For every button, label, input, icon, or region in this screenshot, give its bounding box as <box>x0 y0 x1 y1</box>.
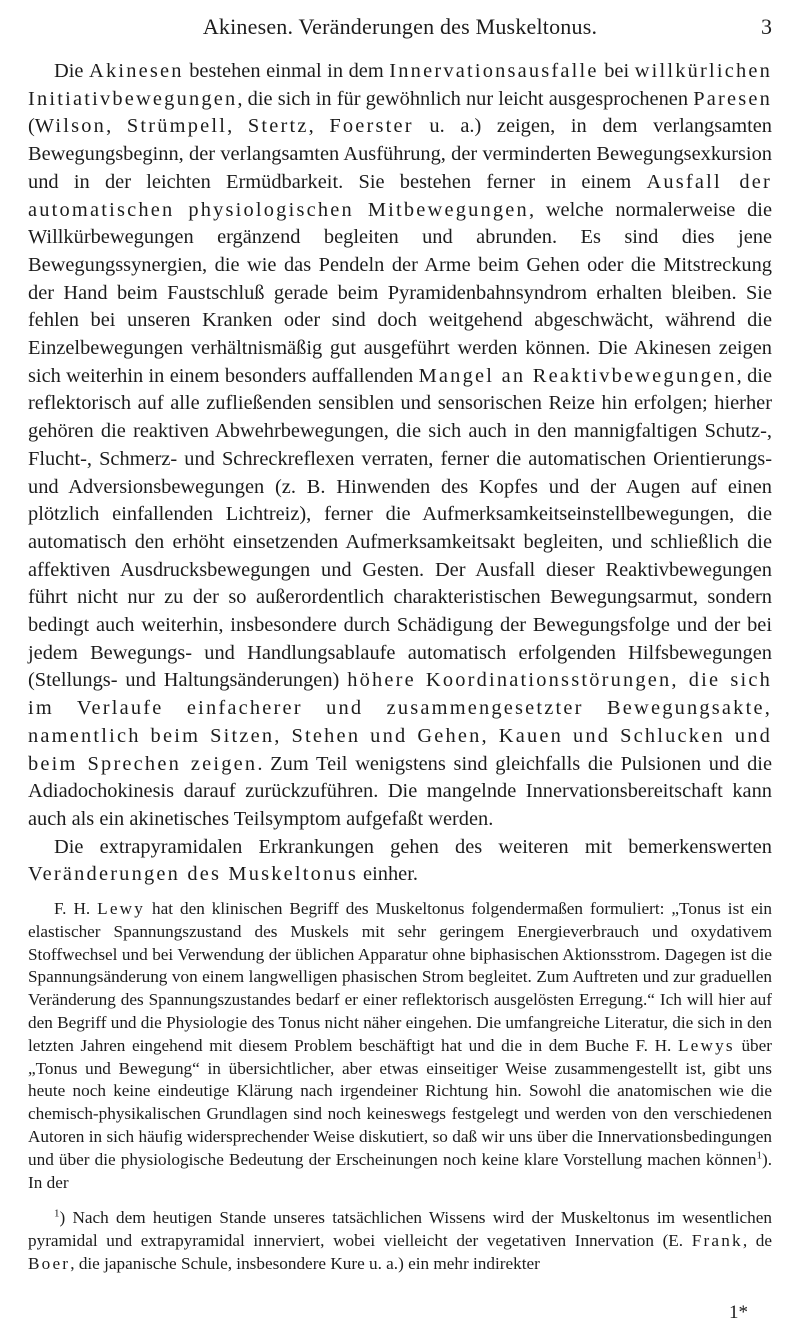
spaced-term: Veränderungen des Muskeltonus <box>28 863 358 886</box>
spaced-term: Paresen <box>693 87 772 110</box>
main-text <box>28 58 772 889</box>
footnote-number: 1 <box>54 1207 60 1220</box>
running-head: Akinesen. Veränderungen des Muskeltonus. <box>202 14 598 39</box>
author-name: Stertz <box>247 115 309 138</box>
spaced-term: Mangel an Reaktivbewegungen <box>418 364 737 387</box>
author-name: Foerster <box>329 115 414 138</box>
author-name: Lewy <box>97 899 146 918</box>
footnote <box>28 1206 772 1276</box>
author-name: Frank <box>691 1231 743 1251</box>
small-print-text <box>28 898 772 1194</box>
spaced-term: willkürlichen Initiativbewegungen <box>28 60 773 110</box>
footnote-text: $^1$) Nach dem heutigen Stande unseres tatsächlichen Wissens wird der Muskeltonus im wesentlichen pyramidal und extrapyramidal innerviert, wobei vielleicht der vegetativen Innervation (E. Frank, de Boer, die japanische Schule, insbesondere Kure u. a.) ein mehr indirekter <box>28 1207 772 1274</box>
footnote-marker: 1 <box>756 1149 762 1162</box>
paragraph-akinesen: Die Akinesen bestehen einmal in dem Innervationsausfalle bei willkürlichen Initiativbewegungen, die sich in für gewöhnlich nur leicht ausgesprochenen Paresen (Wilson, Strümpell, Stertz, Foerster u. a.) zeigen, in dem verlangsamten Bewegungsbeginn, der verlangsamten Ausführung, der verminderten Bewegungsexkursion und in der leichten Ermüdbarkeit. Sie bestehen ferner in einem Ausfall der automatischen physiologischen Mitbewegungen, welche normalerweise die Willkürbewegungen ergänzend begleiten und abrunden. Es sind dies jene Bewegungssynergien, die wie das Pendeln der Arme beim Gehen oder die Mitstreckung der Hand beim Faustschluß gerade beim Pyramidenbahnsyndrom erhalten bleiben. Sie fehlen bei unseren Kranken oder sind doch weitgehend abgeschwächt, während die Einzelbewegungen verhältnismäßig gut ausgeführt werden können. Die Akinesen zeigen sich weiterhin in einem besonders auffallenden Mangel an Reaktivbewegungen, die reflektorisch auf alle zufließenden sensiblen und sensorischen Reize hin erfolgen; hierher gehören die reaktiven Abwehrbewegungen, die sich auch in den mannigfaltigen Schutz-, Flucht-, Schmerz- und Schreckreflexen verraten, ferner die automatischen Orientierungs- und Adversionsbewegungen (z. B. Hinwenden des Kopfes und der Augen auf einen plötzlich einfallenden Lichtreiz), ferner die Aufmerksamkeitseinstellbewegungen, die automatisch den erhöht einsetzenden Aufmerksamkeitsakt begleiten, und schließlich die affektiven Ausdrucksbewegungen und Gesten. Der Ausfall dieser Reaktivbewegungen führt nicht nur zu der so außerordentlich charakteristischen Bewegungsarmut, sondern bedingt auch weiterhin, insbesondere durch Schädigung der Bewegungsfolge und der bei jedem Bewegungs- und Handlungsablaufe automatisch erfolgenden Hilfsbewegungen (Stellungs- und Haltungsänderungen) höhere Koordinationsstörungen, die sich im Verlaufe einfacherer und zusammengesetzter Bewegungsakte, namentlich beim Sitzen, Stehen und Gehen, Kauen und Schlucken und beim Sprechen zeigen. Zum Teil wenigstens sind gleichfalls die Pulsionen und die Adiadochokinesis darauf zurückzuführen. Die mangelnde Innervationsbereitschaft kann auch als ein akinetisches Teilsymptom aufgefaßt werden. <box>28 60 773 830</box>
author-name: Lewys <box>677 1035 735 1055</box>
spaced-term: höhere Koordinationsstörungen, die sich im Verlaufe einfacherer und zusammengesetzter Bewegungsakte, namentlich beim Sitzen, Stehen und Gehen, Kauen und Schlucken und beim Sprechen zeigen <box>28 669 772 775</box>
page-header <box>0 14 800 48</box>
spaced-term: Innervationsausfalle <box>389 60 599 82</box>
author-name: Strümpell <box>126 115 228 138</box>
spaced-term: Akinesen <box>89 60 184 82</box>
spaced-term: Ausfall der automatischen physiologischen Mitbewegungen <box>28 170 772 221</box>
page-number: 3 <box>761 14 772 39</box>
paragraph-muskeltonus: Die extrapyramidalen Erkrankungen gehen des weiteren mit bemerkenswerten Veränderungen des Muskeltonus einher. <box>28 835 772 886</box>
sheet-signature: 1* <box>729 1302 748 1323</box>
author-name: Wilson <box>34 115 107 138</box>
author-name: Boer <box>28 1254 71 1274</box>
paragraph-tonus-definition: F. H. Lewy hat den klinischen Begriff des Muskeltonus folgendermaßen formuliert: „Tonus ist ein elastischer Spannungszustand des Muskels mit sehr geringem Energieverbrauch und oxydativem Stoffwechsel und bei Verwendung der üblichen Apparatur ohne biphasischen Aktionsstrom. Dagegen ist die Spannungsänderung von einem langwelligen phasischen Strom begleitet. Zum Auftreten und zur graduellen Veränderung des Spannungszustandes bedarf er einer reflektorisch ausgelösten Erregung.“ Ich will hier auf den Begriff und die Physiologie des Tonus nicht näher eingehen. Die umfangreiche Literatur, die sich in den letzten Jahren eingehend mit diesem Problem beschäftigt hat und die in dem Buche F. H. Lewys über „Tonus und Bewegung“ in übersichtlicher, aber etwas einseitiger Weise zusammengestellt ist, gibt uns heute noch keine eindeutige Klärung nach irgendeiner Richtung hin. Sowohl die anatomischen wie die chemisch-physikalischen Grundlagen sind noch keineswegs festgelegt und werden von den verschiedenen Autoren in sich häufig widersprechender Weise diskutiert, so daß wir uns über die Innervationsbedingungen und über die physiologische Bedeutung der Erscheinungen noch keine klare Vorstellung machen können$^1$). In der <box>28 899 772 1192</box>
